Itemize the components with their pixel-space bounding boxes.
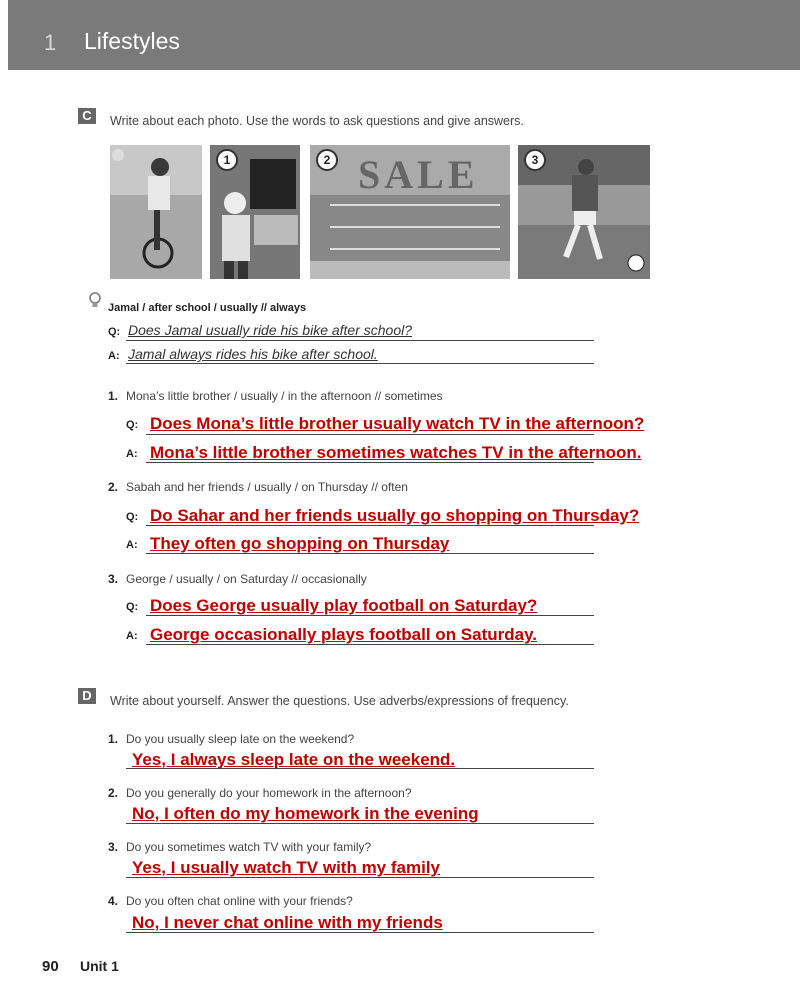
photo-example-cyclist: [110, 145, 202, 279]
d-item-1-prompt: Do you usually sleep late on the weekend?: [126, 732, 355, 746]
d-item-1-answer: Yes, I always sleep late on the weekend.: [132, 750, 456, 769]
page-header: [8, 0, 800, 70]
footer-unit-label: Unit 1: [80, 958, 119, 974]
c-item-3-prompt: George / usually / on Saturday // occasionally: [126, 572, 367, 586]
c-item-2-number: 2.: [108, 480, 119, 494]
photo-2-shoe-shop: [310, 145, 510, 279]
c-item-2-q-label: Q:: [126, 511, 139, 523]
section-d-badge: D: [78, 688, 96, 704]
c-item-1-q-line: [146, 434, 594, 435]
c-item-1-number: 1.: [108, 389, 119, 403]
photo-3-badge: 3: [524, 149, 546, 171]
d-item-1-number: 1.: [108, 732, 119, 746]
photo-1-boy-tv: [210, 145, 300, 279]
lightbulb-icon: [89, 292, 101, 313]
c-item-1-q-label: Q:: [126, 419, 139, 431]
c-item-3-a-label: A:: [126, 630, 138, 642]
example-answer: Jamal always rides his bike after school.: [128, 346, 378, 362]
d-item-2-prompt: Do you generally do your homework in the afternoon?: [126, 786, 412, 800]
d-item-4-answer: No, I never chat online with my friends: [132, 913, 443, 932]
example-question: Does Jamal usually ride his bike after school?: [128, 322, 413, 338]
d-item-3-answer: Yes, I usually watch TV with my family: [132, 858, 440, 877]
photo-1-badge: 1: [216, 149, 238, 171]
d-item-2-answer: No, I often do my homework in the evening: [132, 804, 479, 823]
c-item-2-question: Do Sahar and her friends usually go shopping on Thursday?: [150, 506, 640, 525]
unit-number: 1: [44, 30, 57, 55]
c-item-3-q-label: Q:: [126, 601, 139, 613]
unit-title: Lifestyles: [84, 28, 180, 54]
example-prompt: Jamal / after school / usually // always: [108, 302, 307, 314]
c-item-1-answer: Mona’s little brother sometimes watches TV in the afternoon.: [150, 443, 642, 462]
d-item-2-number: 2.: [108, 786, 119, 800]
c-item-1-prompt: Mona’s little brother / usually / in the afternoon // sometimes: [126, 389, 443, 403]
example-q-label: Q:: [108, 326, 121, 338]
section-c-instruction: Write about each photo. Use the words to ask questions and give answers.: [110, 114, 524, 128]
photo-2-badge: 2: [316, 149, 338, 171]
sale-sign: SALE: [358, 152, 479, 197]
c-item-1-question: Does Mona’s little brother usually watch TV in the afternoon?: [150, 414, 645, 433]
c-item-3-question: Does George usually play football on Saturday?: [150, 596, 538, 615]
d-item-3-number: 3.: [108, 840, 119, 854]
example-q-line: [126, 340, 594, 341]
c-item-1-a-label: A:: [126, 448, 138, 460]
section-d-instruction: Write about yourself. Answer the questions. Use adverbs/expressions of frequency.: [110, 694, 569, 708]
c-item-3-answer: George occasionally plays football on Saturday.: [150, 625, 538, 644]
c-item-2-answer: They often go shopping on Thursday: [150, 534, 450, 553]
example-a-line: [126, 363, 594, 364]
c-item-2-prompt: Sabah and her friends / usually / on Thursday // often: [126, 480, 408, 494]
d-item-4-number: 4.: [108, 894, 119, 908]
example-a-label: A:: [108, 350, 120, 362]
d-item-4-prompt: Do you often chat online with your friends?: [126, 894, 353, 908]
c-item-2-a-label: A:: [126, 539, 138, 551]
c-item-3-number: 3.: [108, 572, 119, 586]
page-number: 90: [42, 958, 59, 975]
section-c-badge: C: [78, 108, 96, 124]
photo-3-football: [518, 145, 650, 279]
d-item-3-prompt: Do you sometimes watch TV with your family?: [126, 840, 372, 854]
